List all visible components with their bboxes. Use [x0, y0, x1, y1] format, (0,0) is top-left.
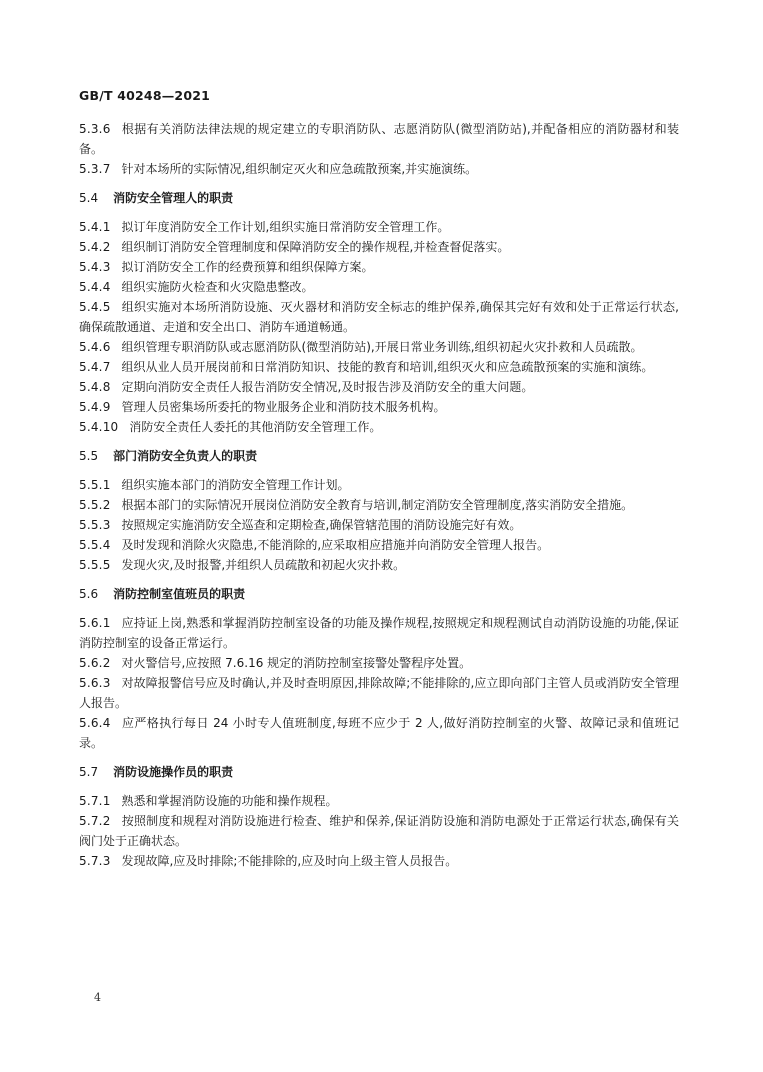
clause-text: 组织管理专职消防队或志愿消防队(微型消防站),开展日常业务训练,组织初起火灾扑救和人员疏散。 — [121, 340, 643, 354]
clause-number: 5.5.5 — [79, 558, 111, 572]
clause-paragraph — [79, 495, 679, 515]
clause-paragraph — [79, 811, 679, 851]
clause-number: 5.4.6 — [79, 340, 111, 354]
clause-number: 5.4.9 — [79, 400, 111, 414]
clause-text: 组织实施本部门的消防安全管理工作计划。 — [121, 478, 350, 492]
clause-text: 组织实施防火检查和火灾隐患整改。 — [121, 280, 314, 294]
clause-paragraph — [79, 673, 679, 713]
clause-text: 按照规定实施消防安全巡查和定期检查,确保管辖范围的消防设施完好有效。 — [121, 518, 522, 532]
clause-paragraph — [79, 159, 679, 179]
clause-number: 5.4.2 — [79, 240, 111, 254]
clause-text: 根据本部门的实际情况开展岗位消防安全教育与培训,制定消防安全管理制度,落实消防安全措施。 — [121, 498, 634, 512]
clause-text: 拟订年度消防安全工作计划,组织实施日常消防安全管理工作。 — [121, 220, 450, 234]
clause-text: 组织从业人员开展岗前和日常消防知识、技能的教育和培训,组织灭火和应急疏散预案的实施和演练。 — [121, 360, 654, 374]
clause-text: 拟订消防安全工作的经费预算和组织保障方案。 — [121, 260, 374, 274]
clause-number: 5.6.2 — [79, 656, 111, 670]
clause-text: 对故障报警信号应及时确认,并及时查明原因,排除故障;不能排除的,应立即向部门主管人员或消防安全管理人报告。 — [79, 676, 679, 710]
clause-paragraph — [79, 337, 679, 357]
clause-text: 发现火灾,及时报警,并组织人员疏散和初起火灾扑救。 — [121, 558, 406, 572]
clause-number: 5.4.10 — [79, 420, 119, 434]
section-title: 部门消防安全负责人的职责 — [113, 449, 258, 463]
section-title: 消防安全管理人的职责 — [113, 191, 234, 205]
clause-text: 应严格执行每日 24 小时专人值班制度,每班不应少于 2 人,做好消防控制室的火警、故障记录和值班记录。 — [79, 716, 679, 750]
clause-paragraph — [79, 357, 679, 377]
section-heading — [79, 446, 679, 466]
clause-paragraph — [79, 397, 679, 417]
clause-number: 5.3.7 — [79, 162, 111, 176]
clause-number: 5.4.7 — [79, 360, 111, 374]
section-heading — [79, 584, 679, 604]
clause-number: 5.5.1 — [79, 478, 111, 492]
document-body — [79, 119, 679, 871]
clause-paragraph — [79, 515, 679, 535]
clause-paragraph — [79, 713, 679, 753]
section-number: 5.5 — [79, 449, 99, 463]
clause-text: 应持证上岗,熟悉和掌握消防控制室设备的功能及操作规程,按照规定和规程测试自动消防设施的功能,保证消防控制室的设备正常运行。 — [79, 616, 679, 650]
section-number: 5.6 — [79, 587, 99, 601]
clause-paragraph — [79, 535, 679, 555]
clause-paragraph — [79, 277, 679, 297]
clause-number: 5.4.3 — [79, 260, 111, 274]
section-title: 消防设施操作员的职责 — [113, 765, 234, 779]
clause-text: 发现故障,应及时排除;不能排除的,应及时向上级主管人员报告。 — [121, 854, 458, 868]
clause-text: 消防安全责任人委托的其他消防安全管理工作。 — [129, 420, 382, 434]
section-title: 消防控制室值班员的职责 — [113, 587, 246, 601]
page-number: 4 — [94, 991, 101, 1004]
clause-number: 5.6.1 — [79, 616, 111, 630]
clause-text: 针对本场所的实际情况,组织制定灭火和应急疏散预案,并实施演练。 — [121, 162, 478, 176]
clause-paragraph — [79, 119, 679, 159]
clause-text: 根据有关消防法律法规的规定建立的专职消防队、志愿消防队(微型消防站),并配备相应的消防器材和装备。 — [79, 122, 679, 156]
clause-text: 定期向消防安全责任人报告消防安全情况,及时报告涉及消防安全的重大问题。 — [121, 380, 534, 394]
clause-text: 熟悉和掌握消防设施的功能和操作规程。 — [121, 794, 338, 808]
clause-paragraph — [79, 237, 679, 257]
clause-paragraph — [79, 217, 679, 237]
standard-number: GB/T 40248—2021 — [79, 88, 211, 103]
section-heading — [79, 188, 679, 208]
clause-text: 管理人员密集场所委托的物业服务企业和消防技术服务机构。 — [121, 400, 446, 414]
clause-number: 5.5.4 — [79, 538, 111, 552]
clause-number: 5.4.5 — [79, 300, 111, 314]
clause-number: 5.4.1 — [79, 220, 111, 234]
clause-paragraph — [79, 555, 679, 575]
clause-text: 组织制订消防安全管理制度和保障消防安全的操作规程,并检查督促落实。 — [121, 240, 510, 254]
clause-number: 5.4.8 — [79, 380, 111, 394]
clause-paragraph — [79, 377, 679, 397]
clause-paragraph — [79, 851, 679, 871]
clause-text: 组织实施对本场所消防设施、灭火器材和消防安全标志的维护保养,确保其完好有效和处于正常运行状态,确保疏散通道、走道和安全出口、消防车通道畅通。 — [79, 300, 679, 334]
section-number: 5.4 — [79, 191, 99, 205]
clause-paragraph — [79, 791, 679, 811]
clause-text: 对火警信号,应按照 7.6.16 规定的消防控制室接警处警程序处置。 — [121, 656, 472, 670]
clause-paragraph — [79, 417, 679, 437]
clause-number: 5.6.4 — [79, 716, 111, 730]
clause-number: 5.7.3 — [79, 854, 111, 868]
clause-number: 5.3.6 — [79, 122, 111, 136]
clause-text: 及时发现和消除火灾隐患,不能消除的,应采取相应措施并向消防安全管理人报告。 — [121, 538, 550, 552]
clause-number: 5.6.3 — [79, 676, 111, 690]
clause-paragraph — [79, 257, 679, 277]
clause-number: 5.7.2 — [79, 814, 111, 828]
clause-number: 5.5.3 — [79, 518, 111, 532]
clause-number: 5.5.2 — [79, 498, 111, 512]
clause-text: 按照制度和规程对消防设施进行检查、维护和保养,保证消防设施和消防电源处于正常运行状态,确保有关阀门处于正确状态。 — [79, 814, 679, 848]
clause-number: 5.7.1 — [79, 794, 111, 808]
clause-paragraph — [79, 613, 679, 653]
clause-number: 5.4.4 — [79, 280, 111, 294]
section-number: 5.7 — [79, 765, 99, 779]
clause-paragraph — [79, 653, 679, 673]
clause-paragraph — [79, 475, 679, 495]
section-heading — [79, 762, 679, 782]
clause-paragraph — [79, 297, 679, 337]
